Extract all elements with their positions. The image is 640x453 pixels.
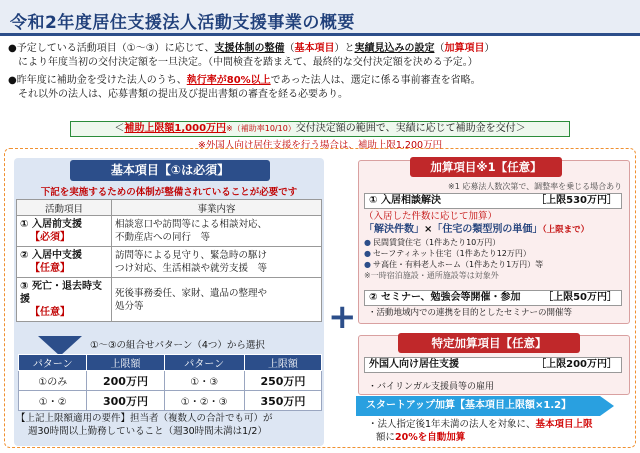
- base-item-ref: 基本項目: [294, 43, 335, 54]
- intro-line-1: [8, 42, 632, 56]
- consultation-detail: [364, 211, 622, 282]
- amount-cell: 250万円: [244, 371, 321, 391]
- add-item-limit: ［上限530万円］: [536, 195, 617, 206]
- special-header: 特定加算項目【任意】: [398, 333, 580, 353]
- row-desc: [112, 278, 322, 322]
- special-note: ・バイリンガル支援員等の雇用: [368, 382, 495, 392]
- limit-bracket: ＜: [114, 123, 125, 134]
- row-desc: [112, 247, 322, 278]
- row-item: [17, 216, 112, 247]
- title-bar: [0, 0, 640, 36]
- add-item-label: ② セミナー、勉強会等開催・参加: [369, 292, 521, 303]
- startup-emph: 基本項目上限: [535, 419, 593, 430]
- pattern-table: [18, 354, 322, 411]
- col-desc: 事業内容: [112, 200, 322, 216]
- adjustment-note: ※1 応募法人数次第で、調整率を乗じる場合あり: [448, 182, 623, 191]
- startup-arrow: スタートアップ加算【基本項目上限額×1.2】: [356, 396, 600, 416]
- subsidy-limit-bar: [70, 121, 570, 137]
- list-item: ● 民間賃貸住宅（1件あたり10万円）: [364, 237, 622, 248]
- intro-paren: （: [434, 43, 445, 54]
- intro-paren: （: [284, 43, 295, 54]
- amount-cell: 200万円: [87, 371, 164, 391]
- table-row: [19, 391, 322, 411]
- sub-title: （入居した件数に応じて加算）: [364, 211, 498, 222]
- amount-cell: 350万円: [244, 391, 321, 411]
- unit-list: [364, 237, 622, 270]
- pattern-cell: ①・②・③: [164, 391, 244, 411]
- add-item-consultation: [364, 193, 622, 209]
- desc-line: つけ対応、生活相談や就労支援 等: [115, 263, 268, 274]
- table-row: [17, 216, 322, 247]
- item-label: ② 入居中支援: [20, 250, 82, 261]
- intro-paren: ）: [484, 43, 495, 54]
- formula-count: 「解決件数」: [364, 224, 424, 235]
- intro-line-4: それ以外の法人は、応募書類の提出及び提出書類の審査を経る必要あり。: [18, 89, 348, 100]
- pattern-cell: ①のみ: [19, 371, 87, 391]
- add-header: 加算項目※1【任意】: [410, 157, 562, 177]
- intro-text: ）と: [334, 43, 355, 54]
- execution-rate: 執行率が80%以上: [186, 75, 271, 86]
- special-item-label: 外国人向け居住支援: [369, 359, 459, 370]
- table-row: [19, 371, 322, 391]
- pattern-col: パターン: [164, 355, 244, 371]
- intro-text: ●予定している活動項目（①～③）に応じて、: [8, 43, 215, 54]
- col-item: 活動項目: [17, 200, 112, 216]
- table-row: [17, 247, 322, 278]
- row-item: [17, 247, 112, 278]
- pattern-col: パターン: [19, 355, 87, 371]
- list-item: ● サ高住・有料老人ホーム（1件あたり1万円）等: [364, 259, 622, 270]
- desc-line: 処分等: [115, 300, 144, 312]
- combo-title: ①～③の組合せパターン（4つ）から選択: [90, 340, 265, 351]
- subsidy-rate: ※（補助率10/10）: [226, 124, 296, 133]
- special-item: [364, 357, 622, 373]
- requirement-note: [16, 412, 322, 438]
- base-instruction: 下記を実施するための体制が整備されていることが必要です: [40, 187, 298, 198]
- row-item: [17, 278, 112, 322]
- startup-line: [368, 418, 630, 431]
- pattern-cell: ①・②: [19, 391, 87, 411]
- item-tag: 【任意】: [30, 307, 70, 318]
- seminar-note: ・活動地域内での連携を目的としたセミナーの開催等: [368, 308, 573, 318]
- startup-line: [368, 431, 630, 444]
- add-item-ref: 加算項目: [444, 43, 485, 54]
- base-table: [16, 199, 322, 322]
- row-desc: [112, 216, 322, 247]
- limit-col: 上限額: [244, 355, 321, 371]
- formula-times: ×: [424, 224, 433, 235]
- req-line: 【上記上限額適用の要件】担当者（複数人の合計でも可）が: [16, 413, 273, 424]
- desc-line: 死後事務委任、家財、遺品の整理や: [115, 287, 268, 299]
- amount-cell: 300万円: [87, 391, 164, 411]
- table-row: [17, 278, 322, 322]
- startup-text: 額に: [376, 432, 396, 443]
- unit-formula: [364, 224, 622, 236]
- limit-amount: 補助上限額1,000万円: [124, 123, 227, 134]
- base-header: 基本項目【①は必須】: [70, 160, 270, 181]
- exclusion-note: ※一時宿泊施設・通所施設等は対象外: [364, 271, 499, 280]
- desc-line: 訪問等による見守り、緊急時の駆け: [115, 250, 268, 261]
- target-setting-label: 実績見込みの設定: [354, 43, 435, 54]
- formula-unit-price: 「住宅の類型別の単価」: [432, 224, 543, 235]
- add-item-seminar: [364, 290, 622, 306]
- item-label: ① 入居前支援: [20, 219, 82, 230]
- intro-text: ●昨年度に補助金を受けた法人のうち、: [8, 75, 187, 86]
- startup-emph: 20%を自動加算: [395, 432, 466, 443]
- add-item-limit: ［上限50万円］: [543, 292, 617, 303]
- plus-icon: +: [328, 297, 357, 337]
- desc-line: 不動産店への同行 等: [115, 232, 211, 243]
- support-system-label: 支援体制の整備: [214, 43, 285, 54]
- req-line: 週30時間以上勤務していること（週30時間未満は1/2）: [28, 426, 267, 437]
- desc-line: 相談窓口や訪問等による相談対応、: [115, 219, 268, 230]
- item-tag: 【必須】: [30, 232, 70, 243]
- item-label: ③ 死亡・退去時支援: [20, 281, 102, 305]
- foreign-limit-note: ※外国人向け居住支援を行う場合は、補助上限1,200万円: [197, 140, 443, 151]
- item-tag: 【任意】: [30, 263, 70, 274]
- intro-text: であった法人は、選定に係る事前審査を省略。: [270, 75, 481, 86]
- arrow-down-icon: [38, 336, 82, 356]
- add-item-label: ① 入居相談解決: [369, 195, 441, 206]
- list-item: ● セーフティネット住宅（1件あたり12万円）: [364, 248, 622, 259]
- page-title: 令和2年度居住支援法人活動支援事業の概要: [10, 13, 355, 33]
- intro-line-3: [8, 74, 632, 88]
- limit-col: 上限額: [87, 355, 164, 371]
- limit-text: 交付決定額の範囲で、実績に応じて補助金を交付＞: [295, 123, 526, 134]
- startup-text: ・法人指定後1年未満の法人を対象に、: [368, 419, 536, 430]
- startup-note: [368, 418, 630, 444]
- pattern-cell: ①・③: [164, 371, 244, 391]
- special-item-limit: ［上限200万円］: [536, 359, 617, 370]
- formula-cap: （上限まで）: [542, 225, 590, 235]
- intro-line-2: により年度当初の交付決定額を一旦決定。（中間検査を踏まえて、最終的な交付決定額を決める予定。）: [18, 57, 478, 68]
